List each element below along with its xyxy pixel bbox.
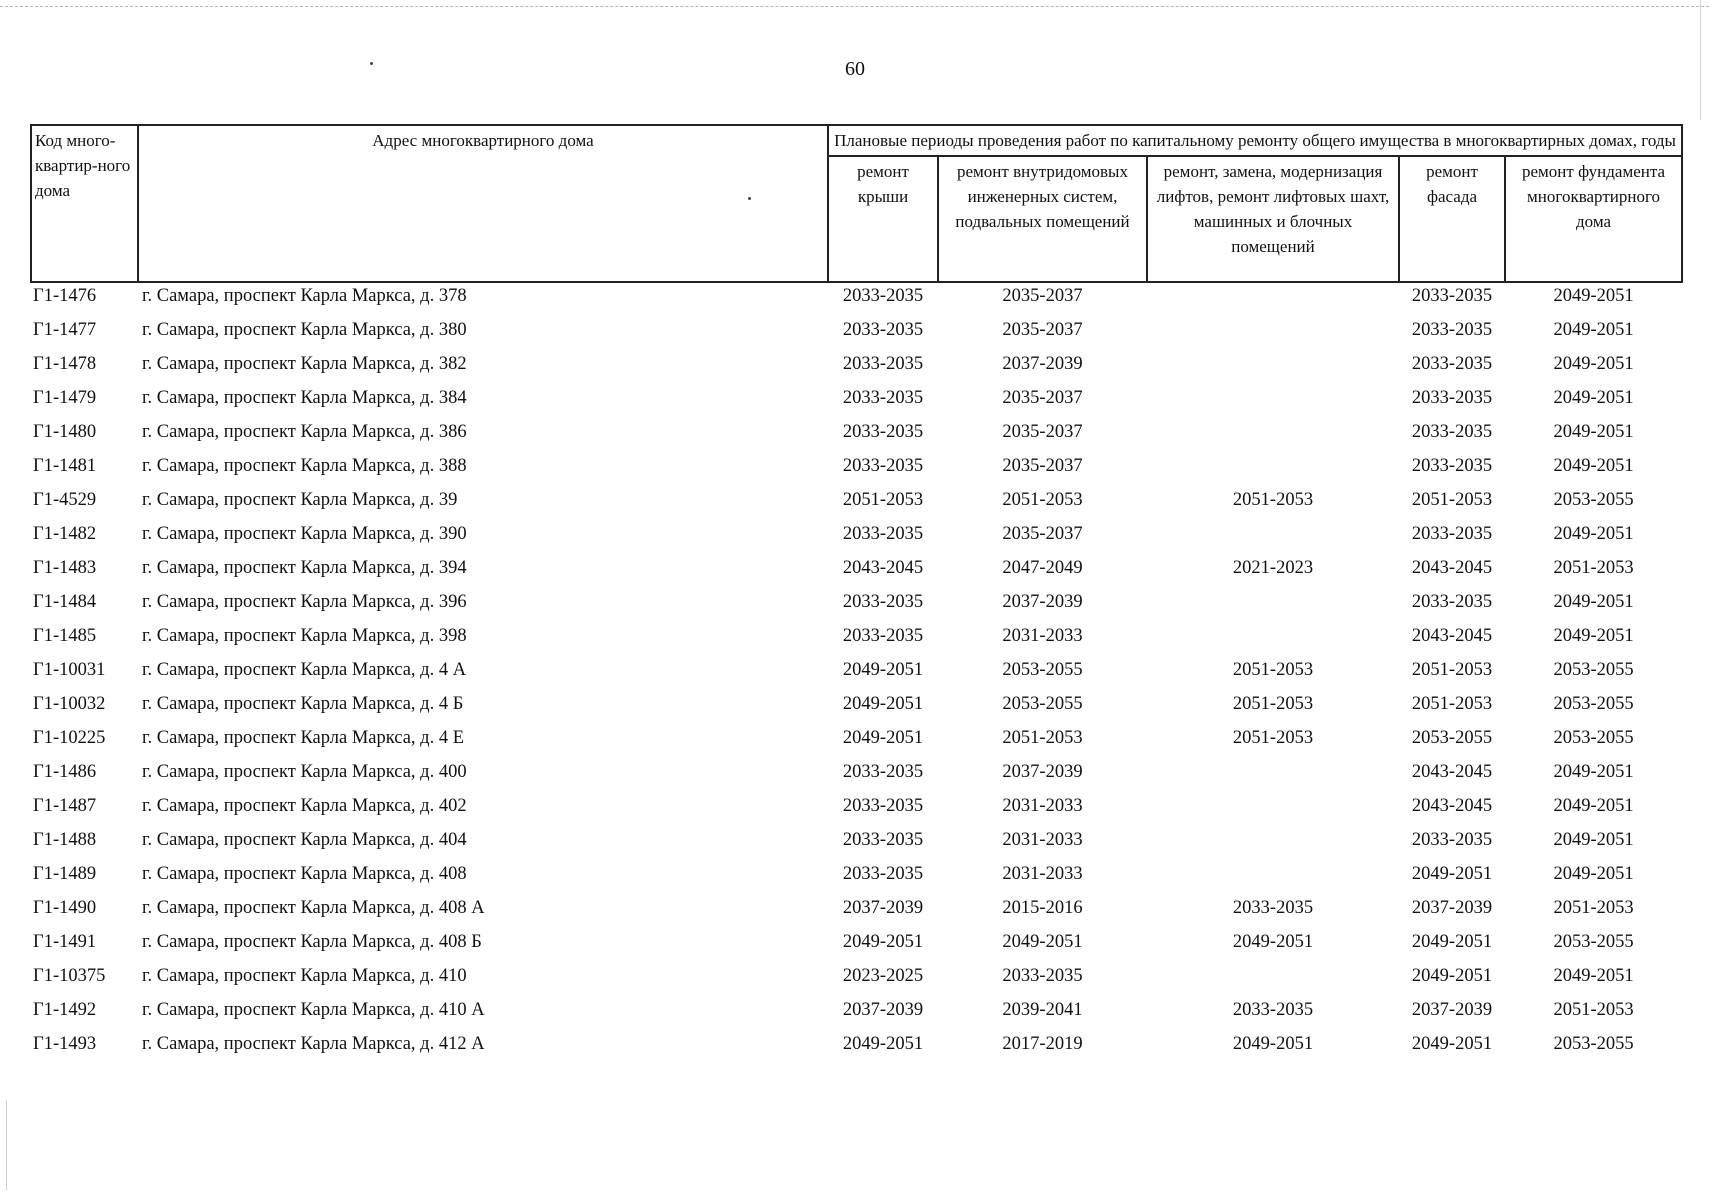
cell-systems: 2039-2041: [1002, 1000, 1083, 1020]
cell-systems: 2051-2053: [1002, 490, 1083, 510]
cell-code: Г1-1477: [33, 320, 97, 340]
cell-lifts: [1147, 589, 1399, 623]
cell-facade: 2033-2035: [1411, 456, 1493, 476]
cell-code: Г1-10375: [33, 966, 106, 986]
cell-facade: 2043-2045: [1411, 626, 1493, 646]
cell-code: Г1-1493: [33, 1034, 97, 1054]
cell-roof: 2033-2035: [842, 524, 924, 544]
cell-foundation: 2049-2051: [1553, 388, 1634, 408]
table-row: [31, 657, 1682, 691]
cell-lifts: 2049-2051: [1232, 932, 1314, 952]
cell-roof: 2037-2039: [842, 898, 924, 918]
cell-systems: 2035-2037: [1002, 524, 1083, 544]
cell-lifts: [1147, 419, 1399, 453]
scan-artifact-top-line: [0, 6, 1709, 8]
cell-lifts: [1147, 521, 1399, 555]
cell-facade: 2033-2035: [1411, 320, 1493, 340]
cell-systems: 2031-2033: [1002, 626, 1083, 646]
table-row: [31, 929, 1682, 963]
cell-code: Г1-1482: [33, 524, 97, 544]
table-row: [31, 419, 1682, 453]
table-row: [31, 1031, 1682, 1065]
cell-address: г. Самара, проспект Карла Маркса, д. 380: [142, 320, 467, 340]
cell-lifts: 2051-2053: [1232, 490, 1314, 510]
header-foundation: ремонт фундамента многоквартирного дома: [1505, 156, 1682, 282]
cell-code: Г1-1492: [33, 1000, 97, 1020]
cell-roof: 2033-2035: [842, 320, 924, 340]
cell-systems: 2037-2039: [1002, 592, 1083, 612]
cell-facade: 2051-2053: [1411, 694, 1493, 714]
scan-artifact-right-line: [1700, 0, 1702, 120]
cell-address: г. Самара, проспект Карла Маркса, д. 4 Б: [142, 694, 464, 714]
cell-lifts: 2051-2053: [1232, 660, 1314, 680]
table-row: [31, 997, 1682, 1031]
cell-foundation: 2049-2051: [1553, 286, 1634, 306]
cell-foundation: 2049-2051: [1553, 626, 1634, 646]
cell-roof: 2033-2035: [842, 456, 924, 476]
cell-code: Г1-10032: [33, 694, 106, 714]
cell-lifts: 2051-2053: [1232, 728, 1314, 748]
cell-code: Г1-1489: [33, 864, 97, 884]
repair-schedule-table-container: [30, 124, 1681, 1065]
cell-facade: 2033-2035: [1411, 388, 1493, 408]
cell-roof: 2033-2035: [842, 762, 924, 782]
cell-code: Г1-1491: [33, 932, 97, 952]
cell-foundation: 2053-2055: [1553, 728, 1634, 748]
repair-schedule-table: [30, 124, 1683, 1065]
cell-lifts: 2033-2035: [1232, 1000, 1314, 1020]
cell-roof: 2033-2035: [842, 796, 924, 816]
header-roof: ремонт крыши: [828, 156, 938, 282]
cell-facade: 2037-2039: [1411, 1000, 1493, 1020]
cell-address: г. Самара, проспект Карла Маркса, д. 408 Б: [142, 932, 482, 952]
table-row: [31, 351, 1682, 385]
cell-code: Г1-1483: [33, 558, 97, 578]
cell-foundation: 2051-2053: [1553, 898, 1634, 918]
cell-systems: 2053-2055: [1002, 694, 1083, 714]
cell-address: г. Самара, проспект Карла Маркса, д. 390: [142, 524, 467, 544]
cell-roof: 2043-2045: [842, 558, 924, 578]
cell-address: г. Самара, проспект Карла Маркса, д. 398: [142, 626, 467, 646]
table-row: [31, 895, 1682, 929]
cell-systems: 2051-2053: [1002, 728, 1083, 748]
cell-systems: 2031-2033: [1002, 796, 1083, 816]
cell-code: Г1-1490: [33, 898, 97, 918]
cell-lifts: 2021-2023: [1232, 558, 1314, 578]
cell-foundation: 2051-2053: [1553, 1000, 1634, 1020]
cell-roof: 2033-2035: [842, 286, 924, 306]
cell-lifts: [1147, 317, 1399, 351]
cell-code: Г1-1486: [33, 762, 97, 782]
cell-facade: 2049-2051: [1411, 864, 1493, 884]
cell-foundation: 2049-2051: [1553, 456, 1634, 476]
cell-code: Г1-1478: [33, 354, 97, 374]
table-body: [31, 282, 1682, 1065]
cell-foundation: 2053-2055: [1553, 1034, 1634, 1054]
cell-facade: 2033-2035: [1411, 592, 1493, 612]
cell-address: г. Самара, проспект Карла Маркса, д. 396: [142, 592, 467, 612]
cell-foundation: 2049-2051: [1553, 354, 1634, 374]
cell-code: Г1-10031: [33, 660, 106, 680]
cell-roof: 2049-2051: [842, 660, 924, 680]
cell-lifts: [1147, 759, 1399, 793]
cell-code: Г1-1487: [33, 796, 97, 816]
cell-foundation: 2053-2055: [1553, 660, 1634, 680]
cell-address: г. Самара, проспект Карла Маркса, д. 402: [142, 796, 467, 816]
cell-facade: 2033-2035: [1411, 422, 1493, 442]
cell-lifts: [1147, 793, 1399, 827]
header-planned-periods: Плановые периоды проведения работ по капитальному ремонту общего имущества в многоквартирных домах, годы: [828, 125, 1682, 156]
cell-foundation: 2049-2051: [1553, 524, 1634, 544]
table-row: [31, 963, 1682, 997]
cell-foundation: 2049-2051: [1553, 422, 1634, 442]
cell-systems: 2053-2055: [1002, 660, 1083, 680]
cell-code: Г1-1476: [33, 286, 97, 306]
cell-address: г. Самара, проспект Карла Маркса, д. 378: [142, 286, 467, 306]
cell-facade: 2043-2045: [1411, 762, 1493, 782]
cell-code: Г1-1481: [33, 456, 97, 476]
cell-roof: 2033-2035: [842, 592, 924, 612]
cell-code: Г1-1484: [33, 592, 97, 612]
cell-roof: 2033-2035: [842, 388, 924, 408]
table-row: [31, 793, 1682, 827]
cell-systems: 2049-2051: [1002, 932, 1083, 952]
cell-facade: 2043-2045: [1411, 796, 1493, 816]
cell-systems: 2035-2037: [1002, 320, 1083, 340]
cell-address: г. Самара, проспект Карла Маркса, д. 410 А: [142, 1000, 485, 1020]
cell-systems: 2031-2033: [1002, 830, 1083, 850]
cell-address: г. Самара, проспект Карла Маркса, д. 408 А: [142, 898, 485, 918]
cell-facade: 2049-2051: [1411, 966, 1493, 986]
cell-roof: 2033-2035: [842, 864, 924, 884]
cell-facade: 2037-2039: [1411, 898, 1493, 918]
cell-roof: 2033-2035: [842, 354, 924, 374]
cell-foundation: 2053-2055: [1553, 694, 1634, 714]
cell-foundation: 2049-2051: [1553, 320, 1634, 340]
table-row: [31, 827, 1682, 861]
cell-roof: 2033-2035: [842, 830, 924, 850]
cell-foundation: 2051-2053: [1553, 558, 1634, 578]
cell-address: г. Самара, проспект Карла Маркса, д. 386: [142, 422, 467, 442]
table-row: [31, 589, 1682, 623]
cell-systems: 2035-2037: [1002, 456, 1083, 476]
cell-roof: 2023-2025: [842, 966, 924, 986]
header-address: Адрес многоквартирного дома: [138, 125, 828, 282]
cell-address: г. Самара, проспект Карла Маркса, д. 382: [142, 354, 467, 374]
cell-foundation: 2049-2051: [1553, 592, 1634, 612]
cell-facade: 2033-2035: [1411, 830, 1493, 850]
table-row: [31, 861, 1682, 895]
header-lifts: ремонт, замена, модернизация лифтов, ремонт лифтовых шахт, машинных и блочных помещений: [1147, 156, 1399, 282]
cell-address: г. Самара, проспект Карла Маркса, д. 394: [142, 558, 467, 578]
cell-lifts: [1147, 282, 1399, 317]
cell-facade: 2043-2045: [1411, 558, 1493, 578]
cell-foundation: 2049-2051: [1553, 796, 1634, 816]
cell-facade: 2053-2055: [1411, 728, 1493, 748]
cell-foundation: 2049-2051: [1553, 762, 1634, 782]
cell-systems: 2035-2037: [1002, 286, 1083, 306]
header-code: Код много-квартир-ного дома: [31, 125, 138, 282]
cell-lifts: [1147, 827, 1399, 861]
cell-code: Г1-1488: [33, 830, 97, 850]
cell-lifts: [1147, 385, 1399, 419]
cell-systems: 2047-2049: [1002, 558, 1083, 578]
cell-address: г. Самара, проспект Карла Маркса, д. 400: [142, 762, 467, 782]
cell-address: г. Самара, проспект Карла Маркса, д. 384: [142, 388, 467, 408]
scan-speck: [370, 62, 373, 65]
table-row: [31, 555, 1682, 589]
cell-facade: 2051-2053: [1411, 660, 1493, 680]
cell-systems: 2037-2039: [1002, 762, 1083, 782]
cell-lifts: [1147, 963, 1399, 997]
table-row: [31, 487, 1682, 521]
cell-lifts: [1147, 351, 1399, 385]
cell-address: г. Самара, проспект Карла Маркса, д. 388: [142, 456, 467, 476]
cell-roof: 2049-2051: [842, 728, 924, 748]
cell-roof: 2051-2053: [842, 490, 924, 510]
cell-code: Г1-1485: [33, 626, 97, 646]
cell-systems: 2037-2039: [1002, 354, 1083, 374]
cell-lifts: 2051-2053: [1232, 694, 1314, 714]
cell-lifts: 2049-2051: [1232, 1034, 1314, 1054]
cell-lifts: [1147, 453, 1399, 487]
cell-roof: 2049-2051: [842, 932, 924, 952]
cell-roof: 2033-2035: [842, 626, 924, 646]
cell-facade: 2033-2035: [1411, 524, 1493, 544]
cell-address: г. Самара, проспект Карла Маркса, д. 404: [142, 830, 467, 850]
table-row: [31, 725, 1682, 759]
table-header: [31, 125, 1682, 282]
cell-foundation: 2053-2055: [1553, 490, 1634, 510]
cell-facade: 2033-2035: [1411, 286, 1493, 306]
table-row: [31, 521, 1682, 555]
cell-lifts: [1147, 623, 1399, 657]
cell-systems: 2015-2016: [1002, 898, 1083, 918]
cell-address: г. Самара, проспект Карла Маркса, д. 4 Е: [142, 728, 464, 748]
cell-address: г. Самара, проспект Карла Маркса, д. 408: [142, 864, 467, 884]
table-row: [31, 453, 1682, 487]
cell-code: Г1-1479: [33, 388, 97, 408]
table-row: [31, 759, 1682, 793]
cell-code: Г1-10225: [33, 728, 106, 748]
cell-roof: 2037-2039: [842, 1000, 924, 1020]
cell-foundation: 2049-2051: [1553, 966, 1634, 986]
cell-systems: 2035-2037: [1002, 422, 1083, 442]
table-row: [31, 385, 1682, 419]
cell-foundation: 2049-2051: [1553, 864, 1634, 884]
cell-facade: 2049-2051: [1411, 932, 1493, 952]
table-row: [31, 317, 1682, 351]
header-systems: ремонт внутридомовых инженерных систем, подвальных помещений: [938, 156, 1147, 282]
table-row: [31, 282, 1682, 317]
header-facade: ремонт фасада: [1399, 156, 1505, 282]
table-row: [31, 623, 1682, 657]
table-row: [31, 691, 1682, 725]
cell-systems: 2035-2037: [1002, 388, 1083, 408]
cell-address: г. Самара, проспект Карла Маркса, д. 412 А: [142, 1034, 485, 1054]
cell-facade: 2033-2035: [1411, 354, 1493, 374]
page-number: 60: [845, 58, 865, 80]
cell-foundation: 2049-2051: [1553, 830, 1634, 850]
cell-address: г. Самара, проспект Карла Маркса, д. 39: [142, 490, 458, 510]
cell-facade: 2051-2053: [1411, 490, 1493, 510]
cell-roof: 2049-2051: [842, 694, 924, 714]
cell-systems: 2031-2033: [1002, 864, 1083, 884]
cell-systems: 2033-2035: [1002, 966, 1083, 986]
cell-code: Г1-1480: [33, 422, 97, 442]
cell-facade: 2049-2051: [1411, 1034, 1493, 1054]
cell-lifts: 2033-2035: [1232, 898, 1314, 918]
cell-code: Г1-4529: [33, 490, 97, 510]
cell-systems: 2017-2019: [1002, 1034, 1083, 1054]
scan-artifact-left-line: [6, 1100, 8, 1190]
cell-address: г. Самара, проспект Карла Маркса, д. 4 А: [142, 660, 467, 680]
cell-address: г. Самара, проспект Карла Маркса, д. 410: [142, 966, 467, 986]
cell-lifts: [1147, 861, 1399, 895]
cell-foundation: 2053-2055: [1553, 932, 1634, 952]
cell-roof: 2033-2035: [842, 422, 924, 442]
cell-roof: 2049-2051: [842, 1034, 924, 1054]
